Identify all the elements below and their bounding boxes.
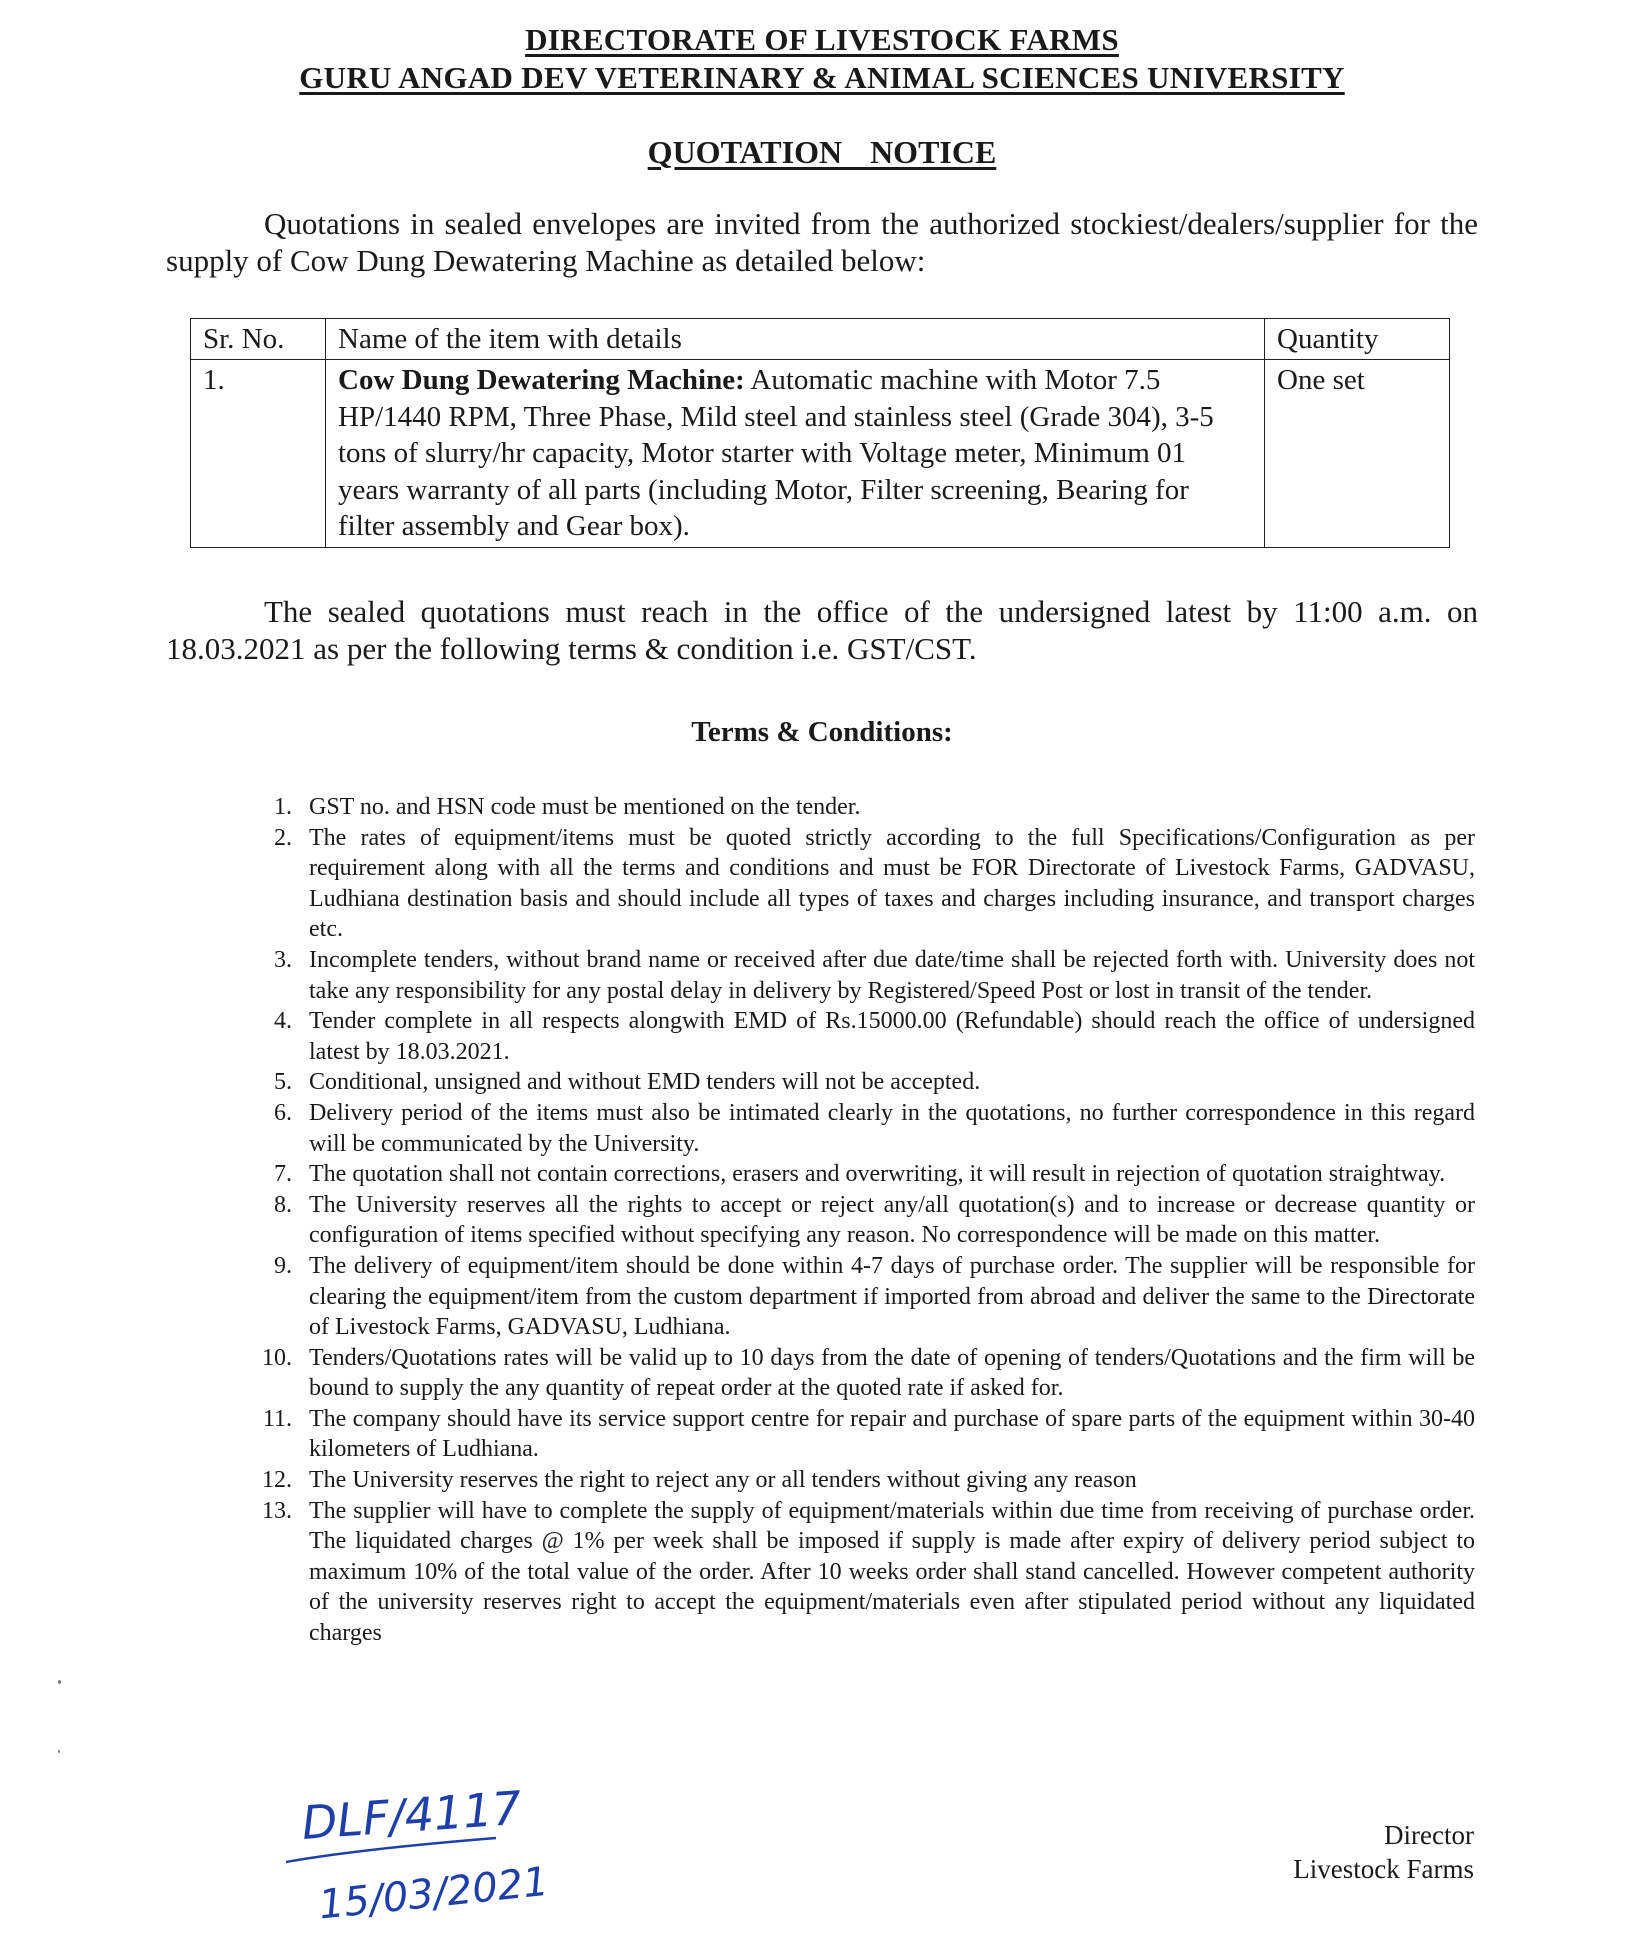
signatory-title: Director [1384, 1820, 1474, 1850]
notice-title-text: QUOTATION NOTICE [647, 134, 997, 170]
header-item-name: Name of the item with details [326, 319, 1265, 360]
list-item [252, 1343, 1475, 1404]
term-text: The University reserves the right to reject any or all tenders without giving any reason [309, 1467, 1137, 1494]
notice-title [0, 134, 1644, 171]
list-item [252, 1098, 1475, 1159]
scan-speck [58, 1680, 61, 1684]
term-number: 10. [262, 1344, 292, 1371]
term-number: 4. [274, 1008, 292, 1035]
term-text: Tender complete in all respects alongwith EMD of Rs.15000.00 (Refundable) should reach the office of undersigned latest by 18.03.2021. [309, 1008, 1475, 1065]
term-text: The University reserves all the rights to accept or reject any/all quotation(s) and to increase or decrease quantity or configuration of items specified without specifying any reason. No correspondence will be made on this matter. [309, 1191, 1475, 1249]
list-item [252, 1496, 1475, 1649]
university-heading [0, 60, 1644, 96]
scan-speck [58, 1750, 60, 1753]
term-number: 2. [274, 824, 292, 851]
directorate-heading [0, 22, 1644, 58]
signature-block [1236, 1818, 1474, 1886]
deadline-paragraph [166, 593, 1478, 667]
list-item [252, 823, 1475, 945]
terms-list [252, 792, 1475, 1649]
intro-paragraph [166, 205, 1478, 279]
university-heading-text: GURU ANGAD DEV VETERINARY & ANIMAL SCIENCES UNIVERSITY [299, 60, 1345, 95]
term-number: 12. [262, 1467, 292, 1494]
table-row [191, 360, 1450, 548]
header-sr-no: Sr. No. [191, 319, 326, 360]
directorate-heading-text: DIRECTORATE OF LIVESTOCK FARMS [525, 22, 1119, 57]
terms-title: Terms & Conditions: [691, 716, 953, 748]
term-number: 1. [274, 794, 292, 820]
term-text: The company should have its service support centre for repair and purchase of spare parts of the equipment within 30-40 kilometers of Ludhiana. [309, 1405, 1475, 1463]
term-text: The supplier will have to complete the supply of equipment/materials within due time from receiving of purchase order. The liquidated charges @ 1% per week shall be imposed if supply is made after expiry of delivery period subject to maximum 10% of the total value of the order. After 10 weeks order shall stand cancelled. However competent authority of the university reserves right to accept the equipment/materials even after stipulated period without any liquidated charges [309, 1497, 1475, 1647]
handwritten-reference [282, 1780, 551, 1932]
signatory-office: Livestock Farms [1293, 1854, 1474, 1884]
term-number: 7. [274, 1161, 292, 1188]
intro-text: Quotations in sealed envelopes are invited from the authorized stockiest/dealers/supplier for the supply of Cow Dung Dewatering Machine as detailed below: [166, 206, 1478, 278]
row-item-description [326, 360, 1265, 548]
items-table-header-row [191, 319, 1450, 360]
list-item [252, 1159, 1475, 1190]
list-item [252, 1404, 1475, 1465]
term-number: 9. [274, 1252, 292, 1279]
list-item [252, 945, 1475, 1006]
term-text: The rates of equipment/items must be quoted strictly according to the full Specifications/Configuration as per requirement along with all the terms and conditions and must be FOR Directorate of Livestock Farms, GADVASU, Ludhiana destination basis and should include all types of taxes and charges including insurance, and transport charges etc. [309, 824, 1475, 943]
handwritten-date: 15/03/2021 [316, 1858, 551, 1929]
term-number: 13. [262, 1497, 292, 1524]
header-quantity: Quantity [1265, 319, 1450, 360]
handwritten-reference-drawing [282, 1780, 551, 1932]
row-item-name: Cow Dung Dewatering Machine: [338, 364, 745, 396]
term-text: The quotation shall not contain corrections, erasers and overwriting, it will result in rejection of quotation straightway. [309, 1161, 1446, 1188]
term-text: GST no. and HSN code must be mentioned on the tender. [309, 794, 861, 820]
term-text: Conditional, unsigned and without EMD tenders will not be accepted. [309, 1069, 981, 1096]
list-item [252, 1006, 1475, 1067]
term-number: 8. [274, 1191, 292, 1218]
term-text: The delivery of equipment/item should be done within 4-7 days of purchase order. The supplier will be responsible for clearing the equipment/item from the custom department if imported from abroad and deliver the same to the Directorate of Livestock Farms, GADVASU, Ludhiana. [309, 1252, 1475, 1341]
term-number: 6. [274, 1099, 292, 1126]
term-text: Delivery period of the items must also be intimated clearly in the quotations, no further correspondence in this regard will be communicated by the University. [309, 1099, 1475, 1157]
list-item [252, 1190, 1475, 1251]
term-text: Incomplete tenders, without brand name or received after due date/time shall be rejected forth with. University does not take any responsibility for any postal delay in delivery by Registered/Speed Post or lost in transit of the tender. [309, 946, 1475, 1004]
items-table [190, 318, 1450, 548]
list-item [252, 1465, 1475, 1496]
row-item-details: Automatic machine with Motor 7.5 HP/1440 RPM, Three Phase, Mild steel and stainless steel (Grade 304), 3-5 tons of slurry/hr capacity, Motor starter with Voltage meter, Minimum 01 years warranty of all parts (including Motor, Filter screening, Bearing for filter assembly and Gear box). [338, 364, 1214, 542]
term-number: 11. [262, 1405, 292, 1432]
row-quantity: One set [1265, 360, 1450, 548]
list-item [252, 1067, 1475, 1098]
handwritten-reference-number: DLF/4117 [299, 1780, 524, 1850]
row-sr-no: 1. [191, 360, 326, 548]
deadline-text: The sealed quotations must reach in the office of the undersigned latest by 11:00 a.m. on 18.03.2021 as per the following terms & condition i.e. GST/CST. [166, 594, 1478, 666]
term-text: Tenders/Quotations rates will be valid up to 10 days from the date of opening of tenders/Quotations and the firm will be bound to supply the any quantity of repeat order at the quoted rate if asked for. [309, 1344, 1475, 1402]
list-item [252, 792, 1475, 823]
list-item [252, 1251, 1475, 1343]
term-number: 3. [274, 946, 292, 973]
term-number: 5. [274, 1069, 292, 1096]
